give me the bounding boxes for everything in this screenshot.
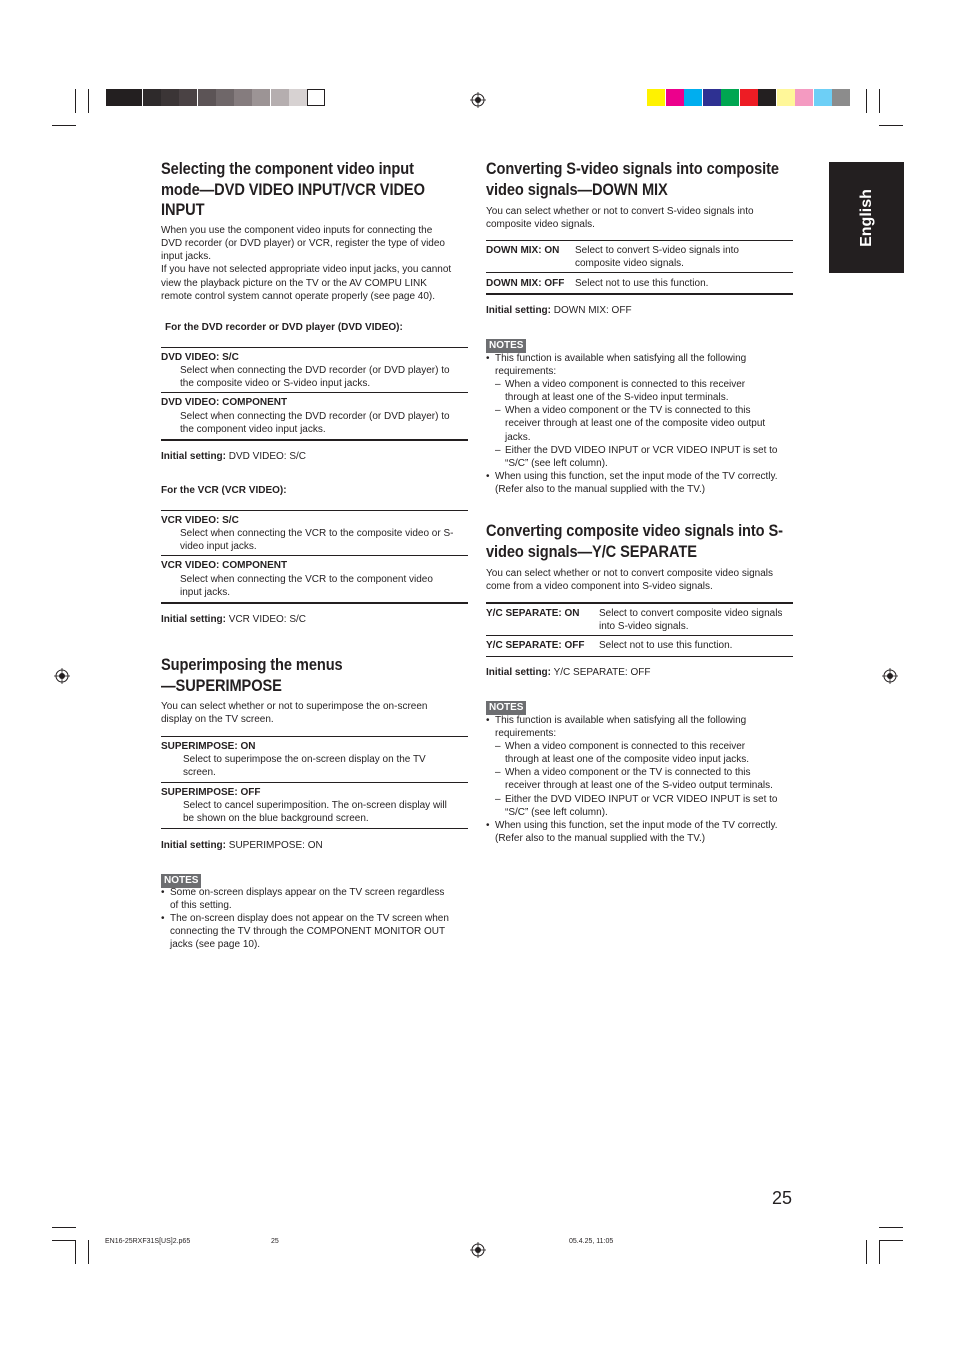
initial-setting: Initial setting: Y/C SEPARATE: OFF — [486, 667, 651, 678]
gray-swatch — [179, 89, 197, 106]
option-description: Select not to use this function. — [575, 278, 709, 289]
list-item: – When a video component is connected to this receiver through at least one of the composite video input jacks. — [495, 741, 750, 766]
notes-badge: NOTES — [486, 335, 526, 353]
option-description: Select to convert S-video signals into composite video signals. — [575, 245, 739, 270]
color-swatch — [814, 89, 832, 106]
list-item: • When using this function, set the input mode of the TV correctly. (Refer also to the manual supplied with the TV.) — [486, 470, 778, 495]
section-title: Selecting the component video input mode—DVD VIDEO INPUT/VCR VIDEO INPUT — [161, 159, 425, 219]
gray-swatch — [252, 89, 270, 106]
language-tab-label: English — [857, 188, 875, 247]
list-item: – When a video component or the TV is connected to this receiver through at least one of the composite video output jacks. — [495, 405, 766, 443]
notes-badge: NOTES — [486, 697, 526, 715]
intro-paragraph: You can select whether or not to convert composite video signals come from a video component into S-video signals. — [486, 568, 774, 593]
yc-separate-options-table — [486, 602, 793, 658]
list-item: • The on-screen display does not appear on the TV screen when connecting the TV through the COMPONENT MONITOR OUT jacks (see page 10). — [161, 913, 449, 951]
section-down-mix — [486, 159, 793, 232]
initial-setting: Initial setting: VCR VIDEO: S/C — [161, 614, 307, 625]
gray-swatch — [143, 89, 161, 106]
notes-badge: NOTES — [161, 870, 201, 888]
gray-swatch — [124, 89, 142, 106]
option-term: SUPERIMPOSE: ON — [161, 741, 256, 752]
list-item: • This function is available when satisfying all the following requirements: — [486, 715, 747, 740]
footer-datetime: 05.4.25, 11:05 — [569, 1238, 614, 1245]
option-description: Select when connecting the DVD recorder (or DVD player) to the composite video or S-video input jacks. — [180, 365, 450, 390]
gray-swatch — [289, 89, 307, 106]
option-description: Select to cancel superimposition. The on-screen display will be shown on the blue background screen. — [183, 800, 447, 825]
notes-list — [486, 352, 796, 496]
list-item: – Either the DVD VIDEO INPUT or VCR VIDEO INPUT is set to “S/C” (see left column). — [495, 793, 778, 818]
dvd-options-table — [161, 347, 468, 442]
option-term: VCR VIDEO: COMPONENT — [161, 560, 288, 571]
option-term: SUPERIMPOSE: OFF — [161, 787, 261, 798]
list-item: – Either the DVD VIDEO INPUT or VCR VIDEO INPUT is set to “S/C” (see left column). — [495, 444, 778, 469]
gray-swatch — [161, 89, 179, 106]
option-term: VCR VIDEO: S/C — [161, 515, 239, 526]
superimpose-options-table — [161, 736, 468, 831]
color-swatch — [721, 89, 739, 106]
list-item: – When a video component is connected to this receiver through at least one of the S-video input terminals. — [495, 379, 746, 404]
notes-list — [161, 886, 468, 951]
initial-setting: Initial setting: DVD VIDEO: S/C — [161, 451, 307, 462]
notes-list — [486, 714, 796, 845]
option-description: Select when connecting the VCR to the composite video or S- video input jacks. — [180, 528, 454, 553]
color-swatch — [666, 89, 684, 106]
gray-swatch — [106, 89, 124, 106]
intro-paragraph: You can select whether or not to convert S-video signals into composite video signals. — [486, 206, 754, 231]
list-item: – When a video component or the TV is connected to this receiver through at least one of the S-video output terminals. — [495, 767, 773, 792]
section-component-input — [161, 159, 468, 303]
color-swatch — [647, 89, 665, 106]
section-superimpose — [161, 655, 468, 727]
section-title: Converting S-video signals into composite video signals—DOWN MIX — [486, 159, 779, 199]
option-description: Select when connecting the DVD recorder (or DVD player) to the component video input jacks. — [180, 411, 450, 436]
page-number: 25 — [772, 1188, 793, 1208]
list-item: • This function is available when satisfying all the following requirements: — [486, 353, 747, 378]
language-tab — [829, 162, 904, 273]
section-title: Superimposing the menus —SUPERIMPOSE — [161, 655, 343, 695]
vcr-options-table — [161, 510, 468, 605]
option-term: Y/C SEPARATE: ON — [486, 608, 580, 619]
option-term: DVD VIDEO: S/C — [161, 352, 239, 363]
option-term: DOWN MIX: OFF — [486, 278, 565, 289]
gray-swatch — [198, 89, 216, 106]
option-description: Select to convert composite video signals into S-video signals. — [599, 608, 783, 633]
color-swatch — [758, 89, 776, 106]
option-term: Y/C SEPARATE: OFF — [486, 640, 585, 651]
option-description: Select to superimpose the on-screen display on the TV screen. — [183, 754, 426, 779]
option-description: Select when connecting the VCR to the component video input jacks. — [180, 574, 433, 599]
gray-swatch — [234, 89, 252, 106]
option-term: DVD VIDEO: COMPONENT — [161, 397, 288, 408]
color-swatch — [703, 89, 721, 106]
section-title: Converting composite video signals into S- video signals—Y/C SEPARATE — [486, 521, 783, 561]
section-yc-separate — [486, 521, 793, 594]
initial-setting: Initial setting: DOWN MIX: OFF — [486, 305, 632, 316]
dvd-subheading: For the DVD recorder or DVD player (DVD VIDEO): — [165, 322, 403, 333]
registration-mark-icon — [882, 668, 898, 684]
intro-paragraph: When you use the component video inputs for connecting the DVD recorder (or DVD player) or VCR, register the type of video input jacks. If you have not selected appropriate video input jacks, you cannot view the playback picture on the TV or the AV COMPU LINK remote control system cannot operate properly (see page 40). — [161, 224, 452, 302]
registration-mark-icon — [470, 92, 486, 108]
gray-swatch — [216, 89, 234, 106]
intro-paragraph: You can select whether or not to superimpose the on-screen display on the TV screen. — [161, 701, 428, 726]
footer-filename: EN16-25RXF31S[US]2.p65 — [105, 1238, 191, 1245]
down-mix-options-table — [486, 240, 793, 296]
list-item: • When using this function, set the input mode of the TV correctly. (Refer also to the manual supplied with the TV.) — [486, 819, 778, 844]
gray-swatch — [271, 89, 289, 106]
registration-mark-icon — [54, 668, 70, 684]
option-term: DOWN MIX: ON — [486, 245, 560, 256]
footer-page: 25 — [271, 1238, 279, 1245]
color-swatch — [684, 89, 702, 106]
registration-mark-icon — [470, 1242, 486, 1258]
vcr-subheading: For the VCR (VCR VIDEO): — [161, 485, 287, 496]
color-swatch — [795, 89, 813, 106]
initial-setting: Initial setting: SUPERIMPOSE: ON — [161, 840, 323, 851]
gray-swatch — [307, 89, 325, 106]
color-swatch — [777, 89, 795, 106]
list-item: • Some on-screen displays appear on the TV screen regardless of this setting. — [161, 887, 445, 912]
color-swatch — [740, 89, 758, 106]
color-swatch — [832, 89, 850, 106]
option-description: Select not to use this function. — [599, 640, 733, 651]
